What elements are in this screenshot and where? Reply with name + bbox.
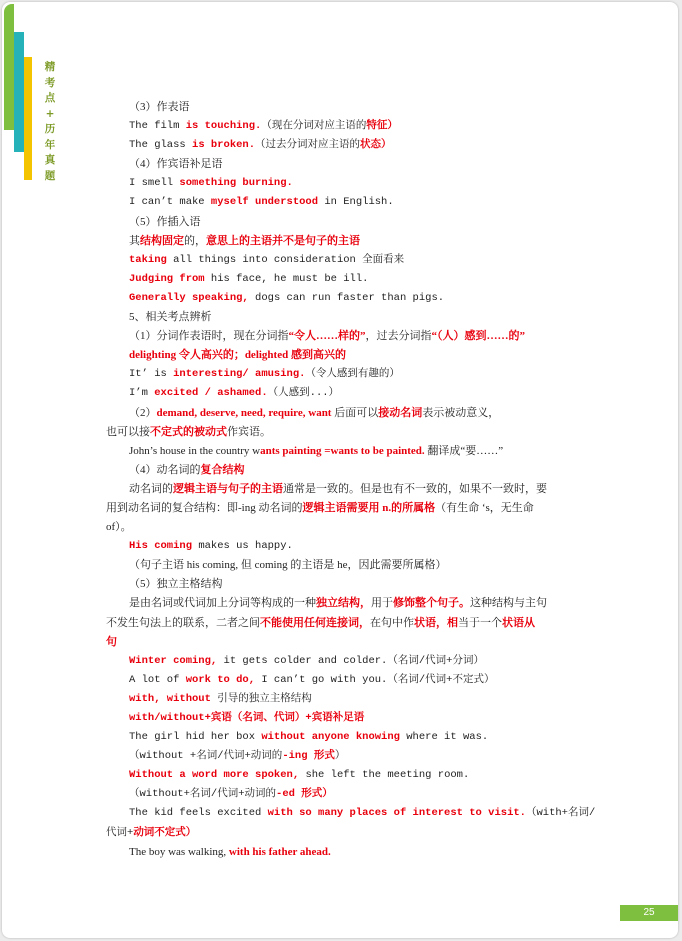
text-line <box>106 594 582 613</box>
body-text: （4）动名词的 <box>129 463 201 476</box>
text-line <box>106 537 582 556</box>
highlight-text: 逻辑主语需要用 n.的所属格 <box>302 501 436 514</box>
body-text: （without +名词/代词+动词的 <box>129 750 283 763</box>
text-line <box>106 423 582 442</box>
text-line <box>106 824 582 843</box>
highlight-text: 逻辑主语与句子的主语 <box>173 482 283 495</box>
body-text: （现在分词对应主语的 <box>261 120 367 133</box>
body-text: 在句中作 <box>370 616 414 629</box>
body-text: （3）作表语 <box>129 101 190 113</box>
page-number: 25 <box>620 905 678 921</box>
body-text: ） <box>334 750 346 763</box>
highlight-text: Winter coming, <box>129 654 218 667</box>
highlight-text: -ed 形式） <box>276 788 333 801</box>
side-label-char: 年 <box>44 138 56 151</box>
body-text: 动名词的 <box>129 482 173 495</box>
text-line <box>106 442 582 461</box>
highlight-text: Judging from <box>129 272 205 285</box>
highlight-text: 不定式的被动式 <box>150 425 227 438</box>
highlight-text: taking <box>129 253 167 266</box>
highlight-text: 复合结构 <box>200 463 245 476</box>
body-text: The film <box>129 120 186 133</box>
green-decor-bar <box>4 4 14 130</box>
body-text: 也可以接 <box>106 425 150 438</box>
text-line <box>106 270 582 289</box>
text-line <box>106 614 582 633</box>
body-text: The boy was walking, <box>129 845 229 858</box>
text-line <box>106 251 582 270</box>
body-text: 代词+ <box>106 826 134 839</box>
text-line <box>106 575 582 594</box>
body-text: I smell <box>129 177 180 190</box>
highlight-text: 独立结构， <box>316 597 371 610</box>
body-text: ，过去分词指 <box>365 330 432 343</box>
text-line <box>106 518 582 537</box>
highlight-text: 不能使用任何连接词， <box>260 616 370 629</box>
text-line <box>106 365 582 384</box>
highlight-text: 状语从 <box>502 616 535 629</box>
highlight-text: “令人……样的” <box>288 330 366 343</box>
text-line <box>106 633 582 652</box>
text-line <box>106 804 596 823</box>
text-line <box>106 690 582 709</box>
body-text: dogs can run faster than pigs. <box>248 291 445 304</box>
highlight-text: something burning. <box>179 177 293 190</box>
body-text: 作宾语。 <box>227 425 271 438</box>
text-line <box>106 671 582 690</box>
text-line <box>106 461 582 480</box>
highlight-text: with/without+宾语（名词、代词）+宾语补足语 <box>129 712 365 724</box>
body-text: where it was. <box>399 731 489 744</box>
highlight-text: excited / ashamed. <box>154 387 268 400</box>
body-text: （with+名词/ <box>525 807 596 820</box>
text-line <box>106 193 582 212</box>
body-text: of）。 <box>106 521 132 534</box>
yellow-decor-bar <box>24 57 32 180</box>
highlight-text: is broken. <box>192 139 256 152</box>
highlight-text: 结构固定 <box>140 234 184 247</box>
highlight-text: Generally speaking, <box>129 291 249 304</box>
text-line <box>106 556 582 575</box>
side-label-char: 精 <box>44 61 56 73</box>
highlight-text: 特征） <box>366 120 398 133</box>
text-line <box>106 213 582 232</box>
highlight-text: -ing 形式 <box>282 750 335 763</box>
body-text: （句子主语 his coming, 但 coming 的主语是 he，因此需要所属格） <box>129 559 447 572</box>
body-text: in English. <box>318 196 394 209</box>
highlight-text: demand, deserve, need, require, want <box>156 406 332 419</box>
body-text: 其 <box>129 234 140 247</box>
text-line <box>106 404 582 423</box>
body-text: 引导的独立主格结构 <box>210 692 312 705</box>
text-line <box>106 766 582 785</box>
body-text: （人感到...） <box>267 387 340 400</box>
text-line <box>106 384 582 403</box>
section-side-label <box>42 60 58 184</box>
highlight-text: without anyone knowing <box>261 731 400 744</box>
body-text: （1）分词作表语时，现在分词指 <box>129 330 289 343</box>
text-line <box>106 174 582 193</box>
text-line <box>106 843 582 862</box>
body-text: A lot of <box>129 673 186 686</box>
highlight-text: is touching. <box>185 120 262 133</box>
body-text: 通常是一致的。但是也有不一致的，如果不一致时，要 <box>283 482 547 495</box>
side-label-char: + <box>45 107 55 120</box>
body-text: 这种结构与主句 <box>470 597 547 610</box>
body-text: （过去分词对应主语的 <box>255 139 361 152</box>
highlight-text: His coming <box>129 540 193 553</box>
body-text: The kid feels excited <box>129 807 268 820</box>
body-text: I can’t make <box>129 196 211 209</box>
highlight-text: 接动名词 <box>378 406 423 419</box>
document-page <box>2 2 678 938</box>
highlight-text: 句 <box>106 635 117 648</box>
body-text: It’ is <box>129 368 174 381</box>
text-line <box>106 308 582 327</box>
body-text: The girl hid her box <box>129 731 262 744</box>
highlight-text: myself understood <box>210 196 319 209</box>
highlight-text: ants painting =wants to be painted. <box>260 444 425 457</box>
body-text: The glass <box>129 139 193 152</box>
body-text: his face, he must be ill. <box>204 272 369 285</box>
body-text: 的， <box>184 234 206 247</box>
highlight-text: “（人）感到……的” <box>431 330 525 343</box>
body-text: 用到动名词的复合结构：即-ing 动名词的 <box>106 501 303 514</box>
body-text: 不发生句法上的联系，二者之间 <box>106 616 260 629</box>
text-line <box>106 346 582 365</box>
text-line <box>106 289 582 308</box>
side-label-char: 历 <box>44 123 56 135</box>
text-line <box>106 785 582 804</box>
body-text: （2） <box>129 406 157 419</box>
side-label-char: 考 <box>44 76 56 89</box>
text-line <box>106 480 582 499</box>
body-text: 是由名词或代词加上分词等构成的一种 <box>129 597 316 610</box>
body-text: （4）作宾语补足语 <box>129 158 223 171</box>
body-text: （有生命 ‘s，无生命 <box>435 501 534 514</box>
body-text: 用于 <box>371 597 393 610</box>
text-line <box>106 499 582 518</box>
text-line <box>106 652 582 671</box>
body-text: 翻译成“要……” <box>424 444 504 457</box>
text-line <box>106 747 582 766</box>
body-text: （令人感到有趣的） <box>305 368 400 381</box>
highlight-text: interesting/ amusing. <box>173 368 306 381</box>
body-text: 后面可以 <box>331 406 379 419</box>
text-line <box>106 728 582 747</box>
highlight-text: 修饰整个句子。 <box>393 597 470 610</box>
highlight-text: 动词不定式） <box>133 826 197 839</box>
body-text: she left the meeting room. <box>299 769 470 782</box>
body-text: （5）独立主格结构 <box>129 578 223 591</box>
highlight-text: 状态） <box>360 139 392 152</box>
highlight-text: with, without <box>129 692 211 705</box>
body-text: 表示被动意义， <box>422 406 500 419</box>
body-text: （5）作插入语 <box>129 215 201 228</box>
text-line <box>106 155 582 174</box>
highlight-text: work to do, <box>185 673 256 686</box>
highlight-text: delighting 令人高兴的；delighted 感到高兴的 <box>129 349 346 362</box>
body-text: 5、相关考点辨析 <box>129 311 212 324</box>
body-text: （without+名词/代词+动词的 <box>129 788 277 801</box>
text-line <box>106 117 582 136</box>
side-label-char: 点 <box>44 92 56 104</box>
highlight-text: 状语，相 <box>414 616 458 629</box>
body-text: it gets colder and colder.（名词/代词+分词） <box>217 654 484 667</box>
highlight-text: Without a word more spoken, <box>129 769 300 782</box>
body-text: John’s house in the country w <box>129 444 261 457</box>
text-line <box>106 136 582 155</box>
body-text: 当于一个 <box>458 616 502 629</box>
highlight-text: 意思上的主语并不是句子的主语 <box>206 234 360 247</box>
body-text: all things into consideration 全面看来 <box>166 253 405 266</box>
text-line <box>106 98 582 117</box>
highlight-text: with so many places of interest to visit. <box>267 807 526 820</box>
text-line <box>106 327 582 346</box>
body-text: I can’t go with you.（名词/代词+不定式） <box>255 673 495 686</box>
side-label-char: 真 <box>44 154 56 166</box>
side-label-char: 题 <box>44 169 56 182</box>
document-content <box>106 98 596 862</box>
teal-decor-bar <box>14 32 24 152</box>
text-line <box>106 232 582 251</box>
text-line <box>106 709 582 728</box>
body-text: I’m <box>129 387 155 400</box>
highlight-text: with his father ahead. <box>228 845 331 858</box>
body-text: makes us happy. <box>192 540 293 553</box>
